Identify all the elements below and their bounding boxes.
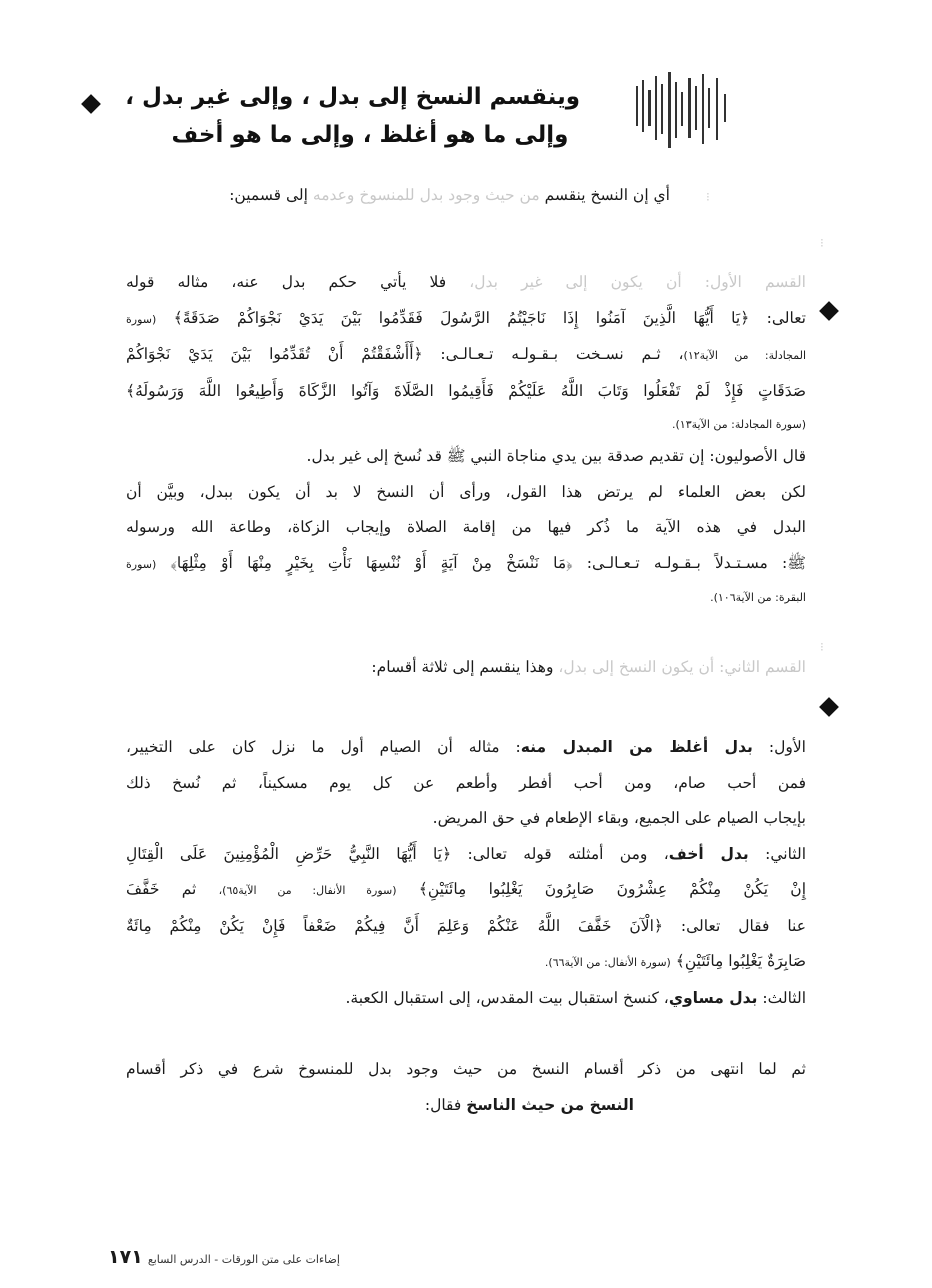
section-second-type bbox=[126, 650, 806, 686]
text-line bbox=[126, 1088, 806, 1124]
quran-reference: المجادلة: من الآية١٢) bbox=[683, 349, 806, 362]
text-line bbox=[126, 582, 806, 612]
section2-tail: وهذا ينقسم إلى ثلاثة أقسام: bbox=[371, 658, 554, 676]
quran-reference: (سورة bbox=[126, 557, 157, 571]
scan-mark: ⁝ bbox=[706, 190, 710, 204]
kind-text: ثم خَفَّفَ bbox=[126, 880, 197, 898]
intro-lead: أي إن النسخ ينقسم bbox=[544, 186, 670, 204]
kind-label: الأول: bbox=[768, 738, 806, 756]
heading-line-2: وإلى ما هو أغلظ ، وإلى ما هو أخف bbox=[171, 122, 569, 148]
text-line bbox=[126, 510, 806, 546]
kind-text: إِنْ يَكُنْ مِنْكُمْ عِشْرُونَ صَابِرُونَ يَغْلِبُوا مِائَتَيْنِ﴾ bbox=[418, 880, 806, 898]
section1-line: تعالى: ﴿يَا أَيُّهَا الَّذِينَ آمَنُوا إِذَا نَاجَيْتُمُ الرَّسُولَ فَقَدِّمُوا بَيْنَ يَدَيْ نَجْوَاكُمْ صَدَقَةً﴾ bbox=[173, 308, 806, 327]
text-line bbox=[126, 944, 806, 981]
diamond-marker bbox=[81, 94, 101, 114]
section1-faded-head: القسم الأول: أن يكون إلى غير بدل، bbox=[469, 273, 806, 291]
kind-text: فمن أحب صام، ومن أحب أفطر وأطعم عن كل يوم مسكيناً، ثم نُسخ ذلك bbox=[126, 773, 806, 792]
kind-text: ، ومن أمثلته قوله تعالى: ﴿يَا أَيُّهَا النَّبِيُّ حَرِّضِ الْمُؤْمِنِينَ عَلَى الْقِتَالِ bbox=[126, 844, 669, 863]
kind-label: الثاني: bbox=[765, 844, 807, 863]
transition-text: ثم لما انتهى من ذكر أقسام النسخ من حيث وجود بدل للمنسوخ شرع في ذكر أقسام bbox=[126, 1060, 806, 1078]
section1b-line: قال الأصوليون: إن تقديم صدقة بين يدي مناجاة النبي ﷺ قد نُسخ إلى غير بدل. bbox=[306, 447, 806, 465]
kind-title: بدل أغلظ من المبدل منه bbox=[520, 738, 753, 756]
kind-text: صَابِرَةٌ يَغْلِبُوا مِائَتَيْنِ﴾ bbox=[675, 952, 806, 970]
kind-label: الثالث: bbox=[762, 988, 806, 1007]
quran-reference: (سورة المجادلة: من الآية١٣). bbox=[671, 418, 806, 431]
kind-text: بإيجاب الصيام على الجميع، وبقاء الإطعام في حق المريض. bbox=[432, 809, 806, 827]
kind-title: بدل أخف bbox=[668, 844, 749, 863]
text-line bbox=[126, 650, 806, 686]
transition-tail: فقال: bbox=[424, 1095, 462, 1114]
kind-text: ، كنسخ استقبال بيت المقدس، إلى استقبال الكعبة. bbox=[345, 988, 669, 1007]
intro-tail: إلى قسمين: bbox=[229, 186, 308, 204]
diamond-marker bbox=[819, 301, 839, 321]
text-line bbox=[126, 301, 806, 338]
section-first-type bbox=[126, 265, 806, 612]
quran-reference: (سورة الأنفال: من الآية٦٥)، bbox=[218, 884, 397, 897]
heading-line-1: وينقسم النسخ إلى بدل ، وإلى غير بدل ، bbox=[125, 84, 580, 110]
section1-line: فلا يأتي حكم بدل عنه، مثاله قوله bbox=[126, 273, 447, 291]
page-footer bbox=[92, 1246, 340, 1268]
text-line bbox=[126, 981, 806, 1017]
section-three-kinds bbox=[126, 730, 806, 1016]
text-line bbox=[126, 766, 806, 802]
text-line bbox=[126, 1052, 806, 1088]
section1b-line: ﷺ: مسـتـدلاً بـقـولـه تـعـالـى: ﴿مَا نَنْسَخْ مِنْ آيَةٍ أَوْ نُنْسِهَا نَأْتِ بِخَيْرٍ مِنْهَا أَوْ مِثْلِهَا﴾ bbox=[170, 553, 806, 572]
section1-line: صَدَقَاتٍ فَإِذْ لَمْ تَفْعَلُوا وَتَابَ اللَّهُ عَلَيْكُمْ فَأَقِيمُوا الصَّلَاةَ وَآتُوا الزَّكَاةَ وَأَطِيعُوا اللَّهَ وَرَسُولَهُ﴾ bbox=[126, 381, 806, 400]
text-line bbox=[126, 439, 806, 475]
diamond-marker bbox=[819, 697, 839, 717]
section1b-line: لكن بعض العلماء لم يرتض هذا القول، ورأى أن النسخ لا بد أن يكون ببدل، وبيَّن أن bbox=[126, 482, 806, 501]
kind-text: : مثاله أن الصيام أول ما نزل كان على التخيير، bbox=[126, 738, 521, 756]
text-line bbox=[126, 265, 806, 301]
section-transition bbox=[126, 1052, 806, 1123]
section1b-line: البدل في هذه الآية ما ذُكر فيها من إقامة الصلاة وإيجاب الزكاة، وطاعة الله ورسوله bbox=[126, 518, 806, 536]
ornament-graphic bbox=[628, 72, 738, 152]
text-line bbox=[126, 730, 806, 766]
text-line bbox=[126, 374, 806, 410]
text-line bbox=[126, 546, 806, 583]
chapter-heading bbox=[125, 78, 580, 154]
kind-text: عنا فقال تعالى: ﴿الْآنَ خَفَّفَ اللَّهُ عَنْكُمْ وَعَلِمَ أَنَّ فِيكُمْ ضَعْفاً فَإِنْ يَكُنْ مِنْكُمْ مِائَةٌ bbox=[126, 916, 806, 935]
text-line bbox=[126, 475, 806, 511]
section1-line: ، ثـم نسـخت بـقـولـه تـعـالـى: ﴿أَأَشْفَقْتُمْ أَنْ تُقَدِّمُوا بَيْنَ يَدَيْ نَجْوَاكُمْ bbox=[126, 345, 684, 363]
text-line bbox=[126, 837, 806, 873]
intro-faded-text: من حيث وجود بدل للمنسوخ وعدمه bbox=[312, 186, 540, 204]
kind-title: بدل مساوي bbox=[668, 988, 758, 1007]
scan-mark: ⁝ bbox=[820, 236, 824, 250]
scan-mark: ⁝ bbox=[820, 640, 824, 654]
transition-bold: النسخ من حيث الناسخ bbox=[466, 1095, 634, 1114]
text-line bbox=[126, 872, 806, 909]
text-line bbox=[126, 409, 806, 439]
text-line bbox=[126, 909, 806, 945]
text-line bbox=[126, 337, 806, 374]
quran-reference: البقرة: من الآية١٠٦). bbox=[710, 591, 806, 604]
quran-reference: (سورة bbox=[126, 312, 157, 326]
section2-faded-head: القسم الثاني: أن يكون النسخ إلى بدل، bbox=[558, 658, 806, 676]
page-number: ١٧١ bbox=[108, 1246, 143, 1268]
intro-paragraph bbox=[130, 186, 670, 204]
running-title: إضاءات على متن الورقات - الدرس السابع bbox=[147, 1253, 340, 1266]
quran-reference: (سورة الأنفال: من الآية٦٦). bbox=[544, 956, 671, 969]
text-line bbox=[126, 801, 806, 837]
